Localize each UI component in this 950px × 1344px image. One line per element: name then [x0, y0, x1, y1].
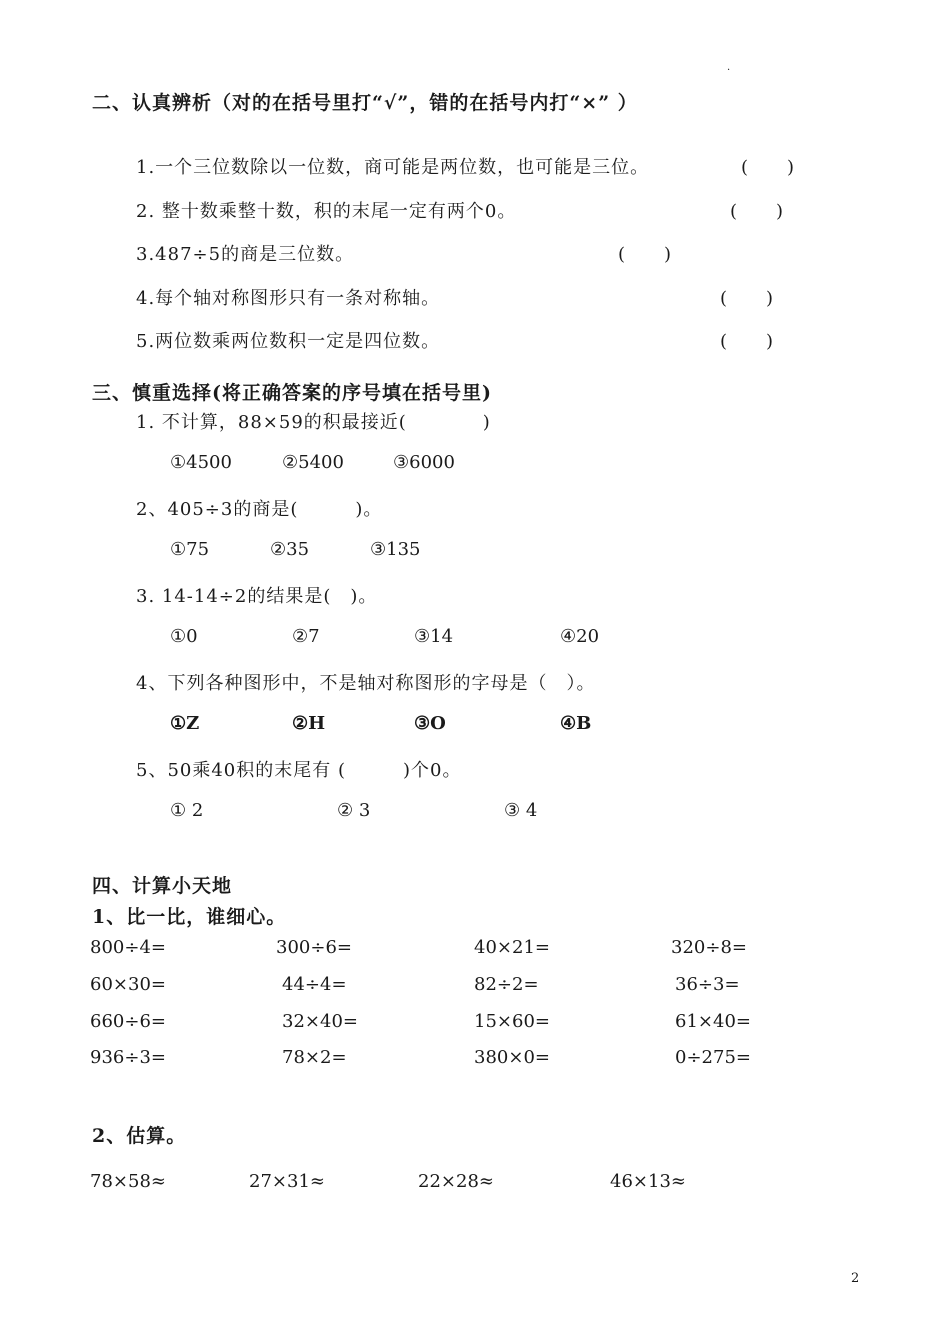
subsection-title-estimate: 2、估算。 [92, 1125, 187, 1147]
choice-question-5: 5、50乘40积的末尾有 ( )个0。 [136, 760, 462, 781]
choice-q1-option-2[interactable]: ②5400 [282, 452, 344, 473]
choice-question-1: 1. 不计算，88×59的积最接近( ) [136, 412, 491, 433]
calc-row-3-col-4: 61×40= [675, 1011, 751, 1032]
calc-row-2-col-4: 36÷3= [675, 974, 740, 995]
choice-q5-option-2[interactable]: ② 3 [337, 800, 371, 821]
page-number: 2 [851, 1271, 860, 1286]
choice-q3-option-1[interactable]: ①0 [170, 626, 198, 647]
choice-q4-option-1[interactable]: ①Z [170, 713, 200, 734]
calc-row-1-col-3: 40×21= [474, 937, 550, 958]
calc-row-2-col-3: 82÷2= [474, 974, 539, 995]
choice-question-2: 2、405÷3的商是( )。 [136, 499, 383, 520]
estimate-item-3: 22×28≈ [418, 1171, 494, 1192]
choice-q2-option-3[interactable]: ③135 [370, 539, 421, 560]
estimate-item-1: 78×58≈ [90, 1171, 166, 1192]
choice-q3-option-2[interactable]: ②7 [292, 626, 320, 647]
choice-q1-option-1[interactable]: ①4500 [170, 452, 232, 473]
judgment-item-2: 2. 整十数乘整十数，积的末尾一定有两个0。 [136, 201, 517, 222]
choice-q4-option-3[interactable]: ③O [414, 713, 446, 734]
calc-row-3-col-3: 15×60= [474, 1011, 550, 1032]
choice-question-3: 3. 14-14÷2的结果是( )。 [136, 586, 378, 607]
calc-row-4-col-3: 380×0= [474, 1047, 550, 1068]
judgment-item-3: 3.487÷5的商是三位数。 [136, 244, 355, 265]
choice-q2-option-1[interactable]: ①75 [170, 539, 210, 560]
section-title-choice: 三、慎重选择(将正确答案的序号填在括号里) [92, 382, 492, 404]
judgment-item-5: 5.两位数乘两位数积一定是四位数。 [136, 331, 441, 352]
judgment-paren-2[interactable]: ( ) [730, 201, 785, 222]
header-dot: . [727, 62, 731, 73]
calc-row-4-col-2: 78×2= [282, 1047, 347, 1068]
estimate-item-4: 46×13≈ [610, 1171, 686, 1192]
judgment-paren-1[interactable]: ( ) [741, 157, 796, 178]
judgment-paren-3[interactable]: ( ) [618, 244, 673, 265]
calc-row-3-col-2: 32×40= [282, 1011, 358, 1032]
choice-q3-option-3[interactable]: ③14 [414, 626, 454, 647]
judgment-item-4: 4.每个轴对称图形只有一条对称轴。 [136, 288, 441, 309]
choice-q1-option-3[interactable]: ③6000 [393, 452, 455, 473]
choice-q5-option-3[interactable]: ③ 4 [504, 800, 538, 821]
calc-row-2-col-1: 60×30= [90, 974, 166, 995]
calc-row-1-col-1: 800÷4= [90, 937, 166, 958]
choice-question-4: 4、下列各种图形中，不是轴对称图形的字母是（ ）。 [136, 673, 596, 694]
calc-row-1-col-2: 300÷6= [276, 937, 352, 958]
calc-row-2-col-2: 44÷4= [282, 974, 347, 995]
choice-q5-option-1[interactable]: ① 2 [170, 800, 204, 821]
estimate-item-2: 27×31≈ [249, 1171, 325, 1192]
choice-q4-option-2[interactable]: ②H [292, 713, 326, 734]
section-title-calculation: 四、计算小天地 [92, 875, 233, 897]
calc-row-4-col-1: 936÷3= [90, 1047, 166, 1068]
judgment-paren-4[interactable]: ( ) [720, 288, 775, 309]
choice-q3-option-4[interactable]: ④20 [560, 626, 600, 647]
judgment-paren-5[interactable]: ( ) [720, 331, 775, 352]
calc-row-4-col-4: 0÷275= [675, 1047, 751, 1068]
choice-q2-option-2[interactable]: ②35 [270, 539, 310, 560]
choice-q4-option-4[interactable]: ④B [560, 713, 592, 734]
subsection-title-compare: 1、比一比，谁细心。 [92, 906, 287, 928]
section-title-judgment: 二、认真辨析（对的在括号里打“√”，错的在括号内打“×” ） [92, 92, 638, 114]
calc-row-1-col-4: 320÷8= [671, 937, 747, 958]
calc-row-3-col-1: 660÷6= [90, 1011, 166, 1032]
judgment-item-1: 1.一个三位数除以一位数，商可能是两位数，也可能是三位。 [136, 157, 650, 178]
